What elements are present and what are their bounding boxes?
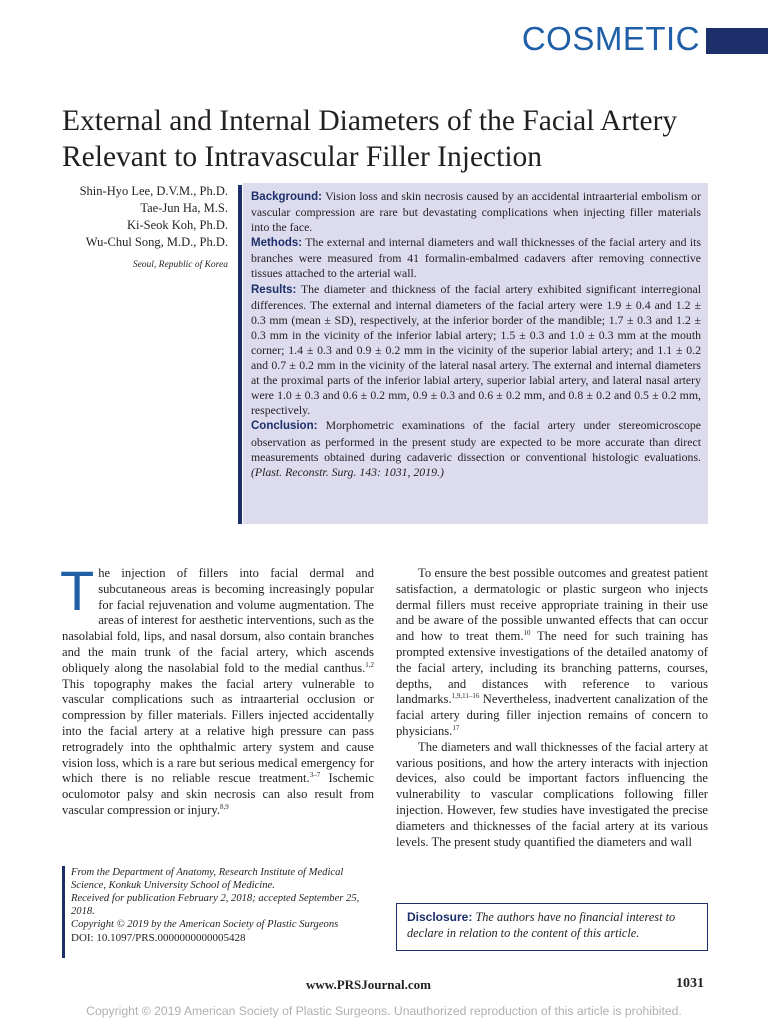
abstract-methods — [251, 235, 701, 281]
disclosure-heading: Disclosure: — [407, 910, 473, 924]
body-text: Nevertheless, inadvertent canalization of the facial artery during filler injection remains of concern to physicians. — [396, 692, 708, 738]
abstract-results — [251, 282, 701, 419]
abstract-accent-bar — [238, 185, 242, 524]
section-bar — [706, 28, 768, 54]
abstract-heading: Results: — [251, 283, 297, 296]
body-column-left — [60, 559, 374, 819]
body-text: he injection of fillers into facial dermal and subcutaneous areas is becoming increasingly popular for facial rejuvenation and volume augmentation. The areas of interest for aesthetic interventions, such as the nasolabial fold, lips, and nasal dorsum, also contain branches and the main trunk of the facial artery, which ascends obliquely along the nasolabial fold to the medial canthus. — [62, 566, 374, 675]
abstract-text: The external and internal diameters and wall thicknesses of the facial artery and its branches were measured from 41 formalin-embalmed cadavers after removing connective tissues attached to the arterial wall. — [251, 235, 701, 281]
abstract-box — [243, 183, 708, 524]
affiliation-note — [71, 866, 376, 945]
abstract-text: The diameter and thickness of the facial artery exhibited significant interregional differences. The external and internal diameters of the facial artery were 1.9 ± 0.4 and 1.2 ± 0.3 mm (mean ± SD), respectively, at the inferior border of the mandible; 1.7 ± 0.3 and 1.2 ± 0.3 mm in the vicinity of the inferior labial artery; 1.5 ± 0.3 and 1.0 ± 0.3 mm at the mouth corner; 1.4 ± 0.3 and 0.9 ± 0.2 mm in the vicinity of the superior labial artery; and 1.1 ± 0.2 and 0.7 ± 0.2 mm in the vicinity of the lateral nasal artery. The external and internal diameters at the proximal parts of the inferior labial artery, superior labial artery, and lateral nasal artery were 1.0 ± 0.3 and 0.6 ± 0.2 mm, 0.9 ± 0.3 and 0.6 ± 0.2 mm, and 0.8 ± 0.2 and 0.5 ± 0.2 mm, respectively. — [251, 281, 701, 418]
body-text: This topography makes the facial artery vulnerable to vascular complications such as intraarterial occlusion or compression by filler materials. Fillers injected accidentally into the facial artery at a relative high pressure can pass retrogradely into the ophthalmic artery system and cause vision loss, which is a rare but serious medical emergency for which there is no reliable rescue treatment. — [62, 676, 374, 786]
reference-superscript: 1,9,11–16 — [451, 692, 480, 701]
affiliation-from: From the Department of Anatomy, Research Institute of Medical Science, Konkuk University School of Medicine. — [71, 867, 344, 891]
journal-url-link[interactable]: www.PRSJournal.com — [306, 977, 431, 992]
reference-superscript: 1,2 — [365, 660, 374, 669]
section-label: COSMETIC — [521, 20, 700, 57]
author-list — [40, 183, 228, 274]
body-paragraph — [396, 566, 708, 740]
article-title: External and Internal Diameters of the Facial Artery Relevant to Intravascular Filler Injection — [62, 105, 678, 173]
abstract-heading: Conclusion: — [251, 420, 318, 433]
affiliation-accent-bar — [62, 866, 65, 958]
author-name: Ki-Seok Koh, Ph.D. — [126, 218, 228, 232]
author-location: Seoul, Republic of Korea — [132, 260, 228, 270]
copyright-notice: Copyright © 2019 American Society of Plastic Surgeons. Unauthorized reproduction of this article is prohibited. — [86, 1004, 682, 1018]
reference-superscript: 8,9 — [219, 802, 229, 811]
author-name: Wu-Chul Song, M.D., Ph.D. — [85, 235, 228, 249]
disclosure-box — [396, 903, 708, 951]
abstract-heading: Methods: — [251, 237, 303, 250]
abstract-background — [251, 189, 701, 235]
author-name: Tae-Jun Ha, M.S. — [140, 201, 228, 215]
page-number: 1031 — [676, 976, 704, 991]
affiliation-received: Received for publication February 2, 2018; accepted September 25, 2018. — [71, 893, 360, 917]
reference-superscript: 10 — [523, 629, 531, 637]
body-paragraph — [60, 559, 374, 819]
body-text: Ischemic oculomotor palsy and skin necrosis can also result from vascular compression or injury. — [62, 771, 374, 817]
affiliation-copyright: Copyright © 2019 by the American Society of Plastic Surgeons — [71, 919, 339, 930]
reference-superscript: 17 — [452, 723, 460, 732]
body-paragraph: The diameters and wall thicknesses of the facial artery at various positions, and how the artery interacts with injection devices, also could be important factors influencing the vulnerability to vascular complications following filler injection. However, few studies have investigated the precise diameters and thicknesses of the facial artery at its various levels. The present study quantified the diameters and wall — [396, 739, 708, 849]
reference-superscript: 3–7 — [309, 771, 321, 780]
abstract-heading: Background: — [251, 191, 322, 203]
disclosure-text: The authors have no financial interest to declare in relation to the content of this article. — [407, 910, 676, 940]
body-text: The need for such training has prompted extensive investigations of the detailed anatomy of the facial artery, including its branching patterns, courses, depths, and distances with reference to various landmarks. — [396, 629, 708, 707]
doi-link[interactable]: DOI: 10.1097/PRS.0000000000005428 — [71, 932, 246, 944]
author-name: Shin-Hyo Lee, D.V.M., Ph.D. — [79, 184, 228, 198]
body-column-right — [396, 566, 708, 850]
abstract-conclusion — [251, 418, 701, 479]
abstract-text: Vision loss and skin necrosis caused by an accidental intraarterial embolism or vascular compression are rare but devastating complications when injecting filler materials into the face. — [251, 189, 701, 235]
abstract-text: Morphometric examinations of the facial artery under stereomicroscope observation as performed in the present study are expected to be more accurate than direct measurements obtained during cadaveric dissection or conventional histologic evaluations. — [251, 418, 702, 464]
body-text: To ensure the best possible outcomes and greatest patient satisfaction, a dermatologic or plastic surgeon who injects dermal fillers must receive appropriate training in their use and be aware of the possible unwanted effects that can occur and how to treat them. — [396, 566, 708, 644]
abstract-citation: (Plast. Reconstr. Surg. 143: 1031, 2019.) — [251, 464, 444, 479]
drop-cap: T — [60, 559, 95, 622]
